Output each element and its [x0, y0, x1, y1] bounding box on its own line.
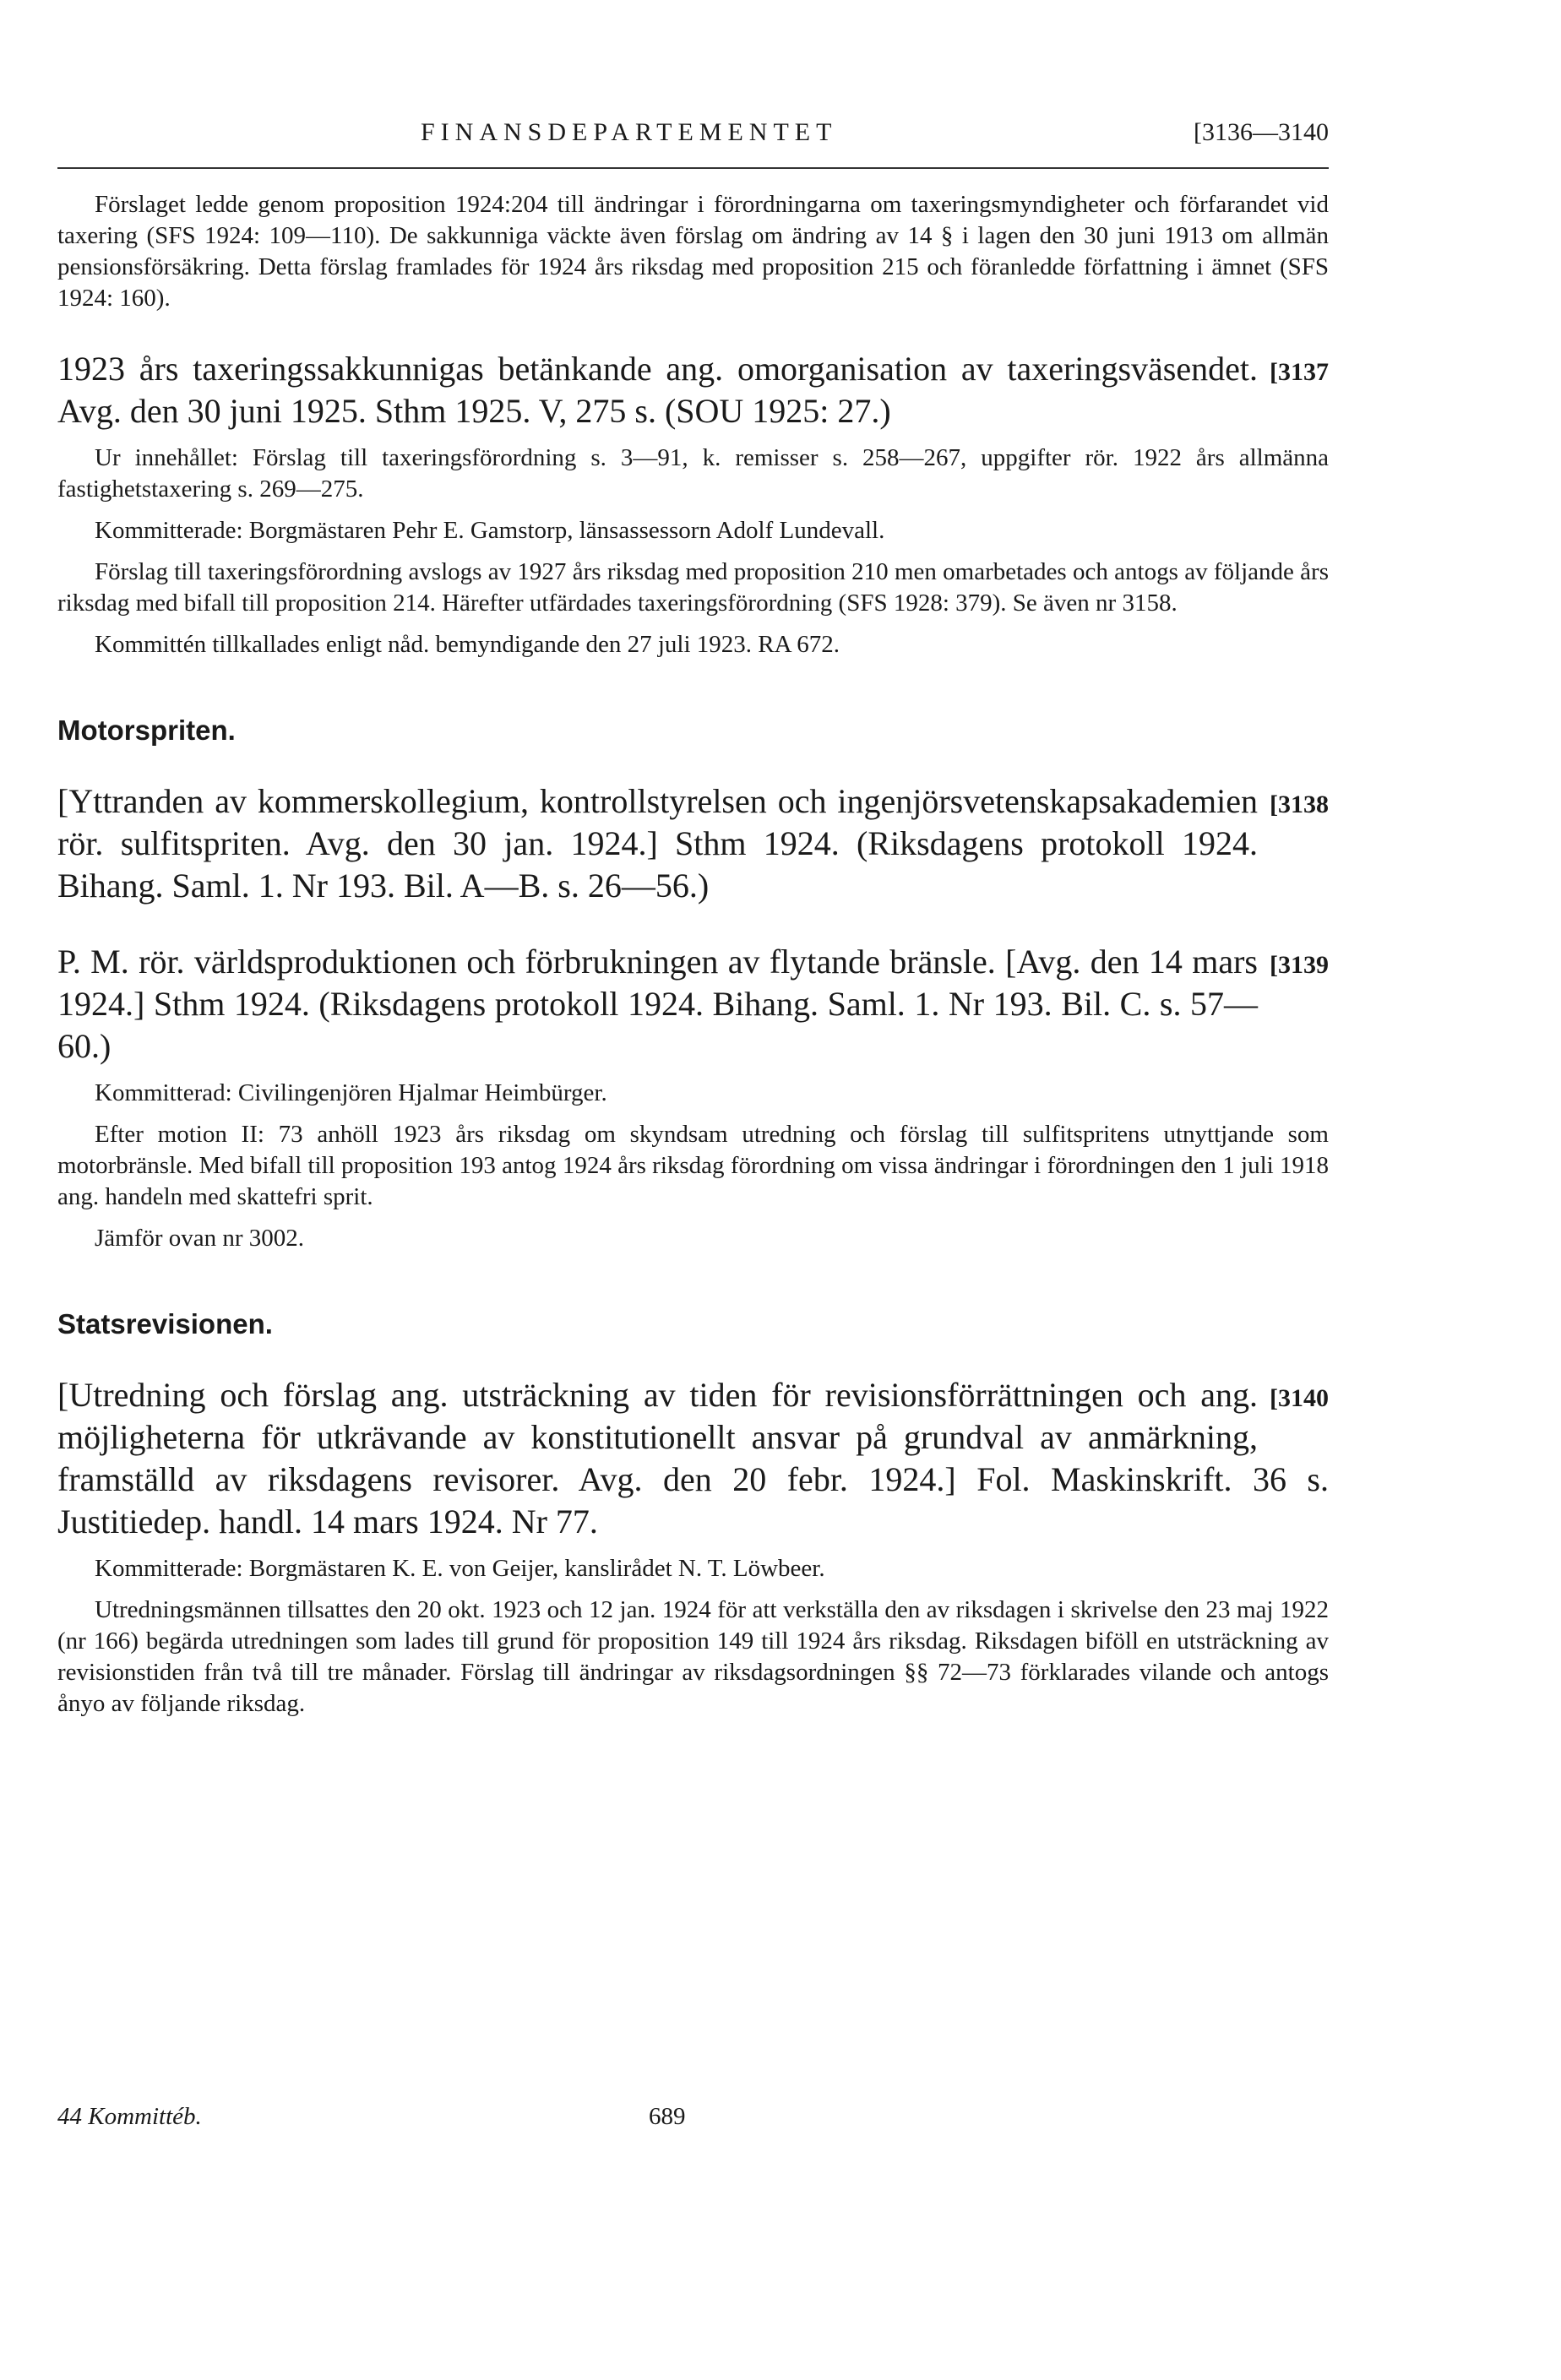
entry-compare: Jämför ovan nr 3002. — [95, 1225, 305, 1252]
entry-title-text: P. M. rör. världsproduktionen och förbrukningen av flytande bränsle. [Avg. den 14 mars 1924.] Sthm 1924. (Riksdagens protokoll 1924. Bihang. Saml. 1. Nr 193. Bil. C. s. 57—60.) — [57, 943, 1258, 1065]
entry-number: [3138 — [1270, 791, 1329, 818]
entry-note: Efter motion II: 73 anhöll 1923 års riksdag om skyndsam utredning och förslag till sulfitspritens utnyttjande som motorbränsle. Med bifall till proposition 193 antog 1924 års riksdag förordning om vissa ändringar i förordningen den 1 juli 1918 ang. handeln med skattefri sprit. — [57, 1121, 1329, 1210]
entry-note: Förslag till taxeringsförordning avslogs av 1927 års riksdag med proposition 210 men omarbetades och antogs av följande års riksdag med bifall till proposition 214. Härefter utfärdades taxeringsförordning (SFS 1928: 379). Se även nr 3158. — [57, 558, 1329, 617]
section-heading-motorspriten: Motorspriten. — [57, 715, 236, 746]
document-page — [57, 118, 1329, 1720]
header-rule — [57, 167, 1329, 169]
page-number: 689 — [649, 2103, 686, 2130]
entry-3138 — [57, 780, 1329, 907]
entry-note: Utredningsmännen tillsattes den 20 okt. 1923 och 12 jan. 1924 för att verkställa den av riksdagen i skrivelse den 23 maj 1922 (nr 166) begärda utredningen som lades till grund för proposition 149 till 1924 års riksdag. Riksdagen biföll en utsträckning av revisionstiden från två till tre månader. Förslag till ändringar av riksdagsordningen §§ 72—73 förklarades vilande och antogs ånyo av följande riksdag. — [57, 1596, 1329, 1717]
running-head — [57, 118, 1329, 160]
entry-3140 — [57, 1374, 1329, 1720]
entry-title-text: [Yttranden av kommerskollegium, kontrollstyrelsen och ingenjörsvetenskapsakademien rör. sulfitspriten. Avg. den 30 jan. 1924.] Sthm 1924. (Riksdagens protokoll 1924. Bihang. Saml. 1. Nr 193. Bil. A—B. s. 26—56.) — [57, 782, 1258, 905]
entry-appointment: Kommittén tillkallades enligt nåd. bemyndigande den 27 juli 1923. RA 672. — [95, 631, 840, 658]
entry-title — [57, 780, 1329, 907]
entry-number: [3139 — [1270, 951, 1329, 979]
entry-number: [3140 — [1270, 1384, 1329, 1412]
signature-mark: 44 Kommittéb. — [57, 2103, 202, 2130]
intro-paragraph: Förslaget ledde genom proposition 1924:204 till ändringar i förordningarna om taxeringsmyndigheter och förfarandet vid taxering (SFS 1924: 109—110). De sakkunniga väckte även förslag om ändring av 14 § i lagen den 30 juni 1913 om allmän pensionsförsäkring. Detta förslag framlades för 1924 års riksdag med proposition 215 och föranledde författning i ämnet (SFS 1924: 160). — [57, 191, 1329, 312]
entry-3137 — [57, 348, 1329, 660]
entry-committee: Kommitterade: Borgmästaren Pehr E. Gamstorp, länsassessorn Adolf Lundevall. — [95, 517, 885, 544]
entry-committee: Kommitterad: Civilingenjören Hjalmar Heimbürger. — [95, 1079, 607, 1106]
entry-3139 — [57, 941, 1329, 1254]
running-head-title: FINANSDEPARTEMENTET — [421, 118, 838, 146]
entry-title — [57, 941, 1329, 1068]
entry-title — [57, 348, 1329, 432]
entry-title-text: 1923 års taxeringssakkunnigas betänkande ang. omorganisation av taxeringsväsendet. Avg. den 30 juni 1925. Sthm 1925. V, 275 s. (SOU 1925: 27.) — [57, 350, 1258, 430]
entry-title-text: [Utredning och förslag ang. utsträckning av tiden för revisionsförrättningen och ang. möjligheterna för utkrävande av konstitutionellt ansvar på grundval av anmärkning, framställd av riksdagens revisorer. Avg. den 20 febr. 1924.] Fol. Maskinskrift. 36 s. Justitiedep. handl. 14 mars 1924. Nr 77. — [57, 1376, 1329, 1540]
page-footer — [57, 2103, 1329, 2137]
entry-title — [57, 1374, 1329, 1543]
running-head-entry-range: [3136—3140 — [1194, 118, 1329, 146]
entry-contents: Ur innehållet: Förslag till taxeringsförordning s. 3—91, k. remisser s. 258—267, uppgifter rör. 1922 års allmänna fastighetstaxering s. 269—275. — [57, 444, 1329, 503]
section-heading-statsrevisionen: Statsrevisionen. — [57, 1308, 273, 1339]
entry-number: [3137 — [1270, 358, 1329, 386]
entry-committee: Kommitterade: Borgmästaren K. E. von Geijer, kanslirådet N. T. Löwbeer. — [95, 1555, 825, 1582]
